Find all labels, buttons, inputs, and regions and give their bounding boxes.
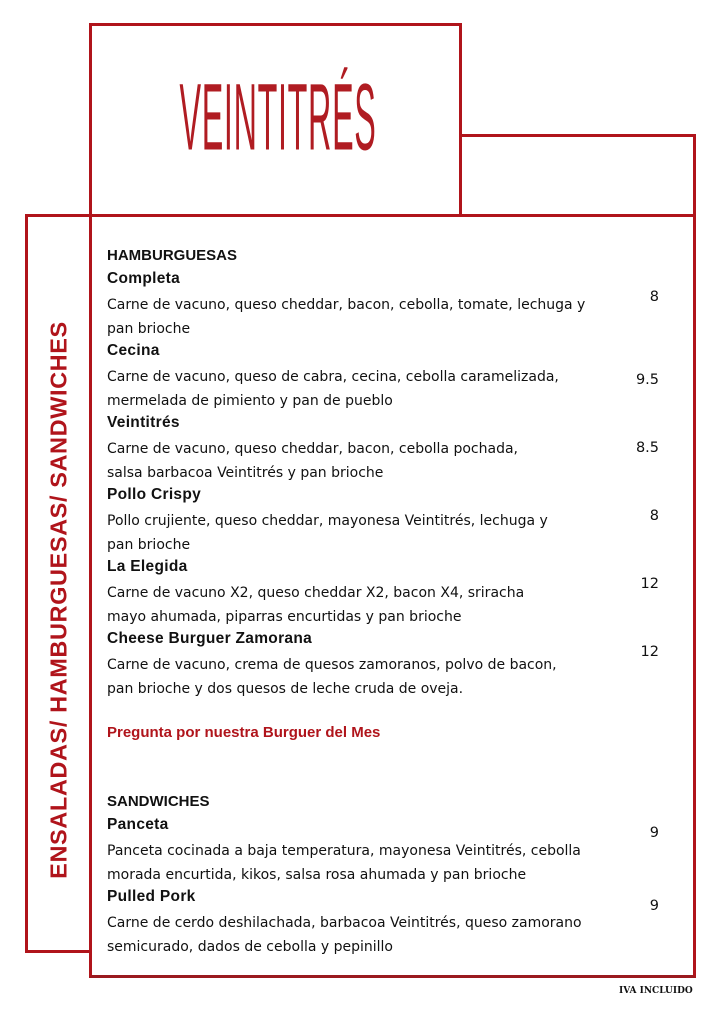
section-title-sandwiches: SANDWICHES — [107, 793, 210, 810]
item-name: Veintitrés — [107, 414, 180, 431]
menu-item — [107, 270, 677, 341]
item-desc: Carne de vacuno, queso cheddar, bacon, cebolla, tomate, lechuga y — [107, 297, 586, 313]
item-name: La Elegida — [107, 558, 188, 575]
menu-item — [107, 414, 677, 485]
item-name: Cecina — [107, 342, 160, 359]
promo-text: Pregunta por nuestra Burguer del Mes — [107, 724, 381, 741]
item-desc: Carne de vacuno, queso de cabra, cecina, cebolla caramelizada, — [107, 369, 559, 385]
item-price: 9 — [649, 825, 659, 841]
item-desc: Carne de vacuno X2, queso cheddar X2, bacon X4, sriracha — [107, 585, 525, 601]
section-title-hamburguesas: HAMBURGUESAS — [107, 247, 238, 264]
item-name: Completa — [107, 270, 181, 287]
item-name: Panceta — [107, 816, 169, 833]
item-price: 8 — [649, 289, 659, 305]
item-desc: Panceta cocinada a baja temperatura, mayonesa Veintitrés, cebolla — [107, 843, 581, 859]
item-price: 12 — [640, 576, 659, 592]
decorative-box — [459, 134, 696, 217]
item-desc: Carne de vacuno, queso cheddar, bacon, cebolla pochada, — [107, 441, 518, 457]
item-desc: mermelada de pimiento y pan de pueblo — [107, 393, 393, 409]
item-desc: Carne de vacuno, crema de quesos zamoranos, polvo de bacon, — [107, 657, 557, 673]
item-name: Pollo Crispy — [107, 486, 202, 503]
menu-item — [107, 888, 677, 959]
item-desc: semicurado, dados de cebolla y pepinillo — [107, 939, 393, 955]
menu-item — [107, 630, 677, 701]
item-price: 9.5 — [635, 372, 659, 388]
menu-item — [107, 342, 677, 413]
item-desc: pan brioche — [107, 537, 191, 553]
brand-logo: VEINTITRÉS — [179, 64, 377, 171]
item-desc: Carne de cerdo deshilachada, barbacoa Veintitrés, queso zamorano — [107, 915, 582, 931]
item-desc: Pollo crujiente, queso cheddar, mayonesa Veintitrés, lechuga y — [107, 513, 548, 529]
menu-item — [107, 486, 677, 557]
item-desc: pan brioche y dos quesos de leche cruda de oveja. — [107, 681, 464, 697]
item-desc: morada encurtida, kikos, salsa rosa ahumada y pan brioche — [107, 867, 527, 883]
item-price: 9 — [649, 898, 659, 914]
tax-note: IVA INCLUIDO — [619, 986, 693, 996]
item-price: 8.5 — [635, 440, 659, 456]
item-price: 12 — [640, 644, 659, 660]
category-side-label: ENSALADAS/ HAMBURGUESAS/ SANDWICHES — [45, 321, 72, 879]
item-desc: pan brioche — [107, 321, 191, 337]
item-name: Cheese Burguer Zamorana — [107, 630, 313, 647]
item-desc: mayo ahumada, piparras encurtidas y pan brioche — [107, 609, 462, 625]
menu-item — [107, 816, 677, 887]
item-desc: salsa barbacoa Veintitrés y pan brioche — [107, 465, 384, 481]
menu-item — [107, 558, 677, 629]
item-price: 8 — [649, 508, 659, 524]
item-name: Pulled Pork — [107, 888, 196, 905]
